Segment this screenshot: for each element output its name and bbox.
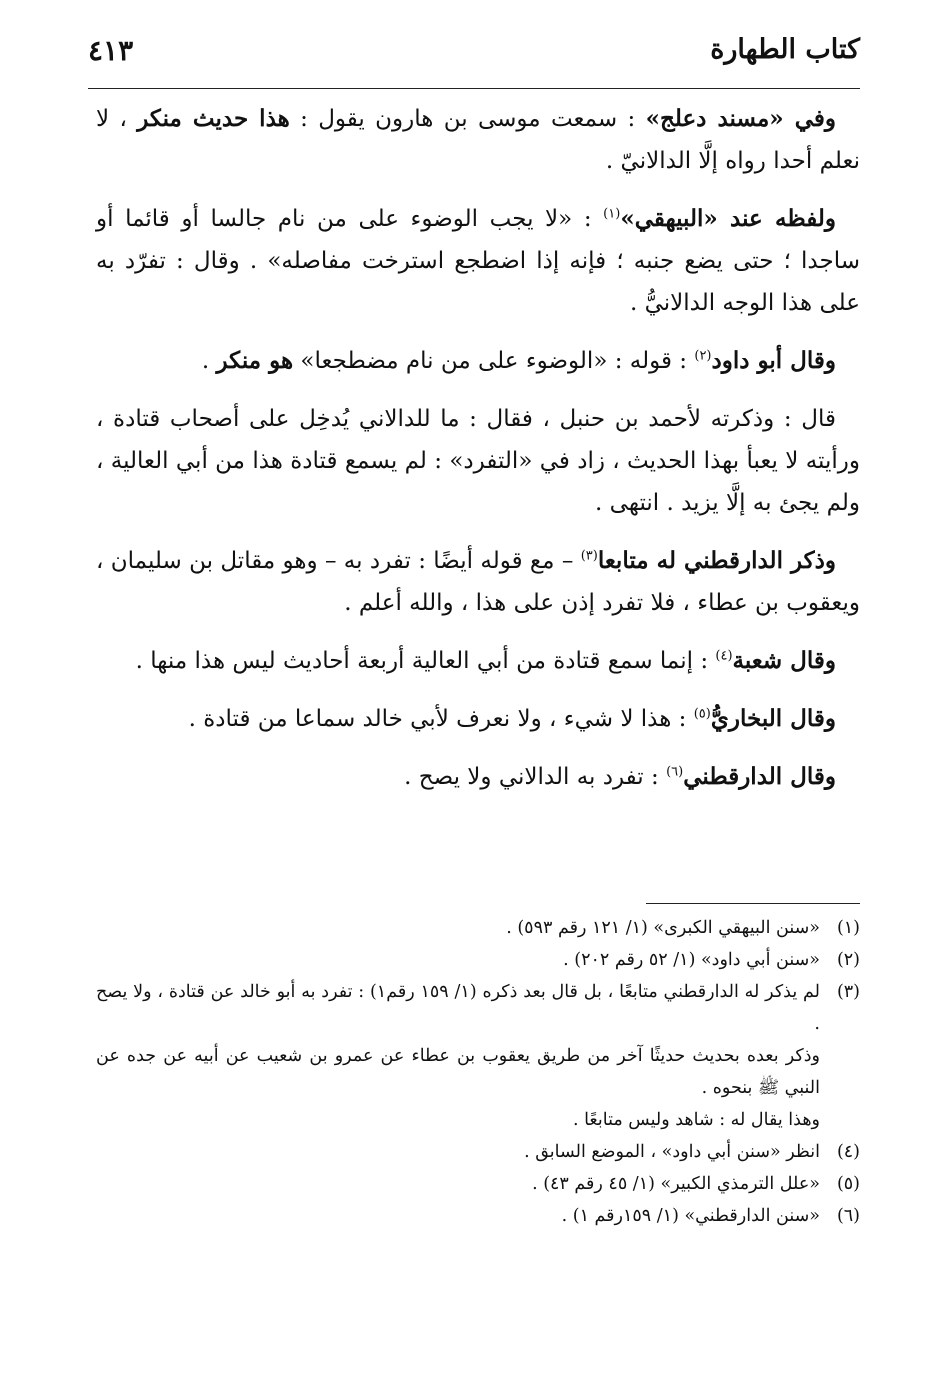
paragraph-lead: وذكر الدارقطني له متابعا <box>597 547 836 574</box>
paragraph-text: . <box>201 348 217 374</box>
paragraph-text: ، لا نعلم أحدا رواه إلَّا الدالانيّ . <box>96 106 860 174</box>
footnote-3 <box>96 976 860 1040</box>
paragraph-5 <box>96 540 860 624</box>
footnote-5 <box>96 1168 860 1200</box>
footnote-marker[interactable]: (١) <box>603 206 621 222</box>
footnotes-section <box>96 912 860 1232</box>
footnote-marker[interactable]: (٣) <box>580 548 598 564</box>
paragraph-lead: وقال الدارقطني <box>683 763 836 790</box>
paragraph-text: : إنما سمع قتادة من أبي العالية أربعة أحاديث ليس هذا منها . <box>135 648 716 674</box>
footnote-text: لم يذكر له الدارقطني متابعًا ، بل قال بعد ذكره (١/ ١٥٩ رقم١) : تفرد به أبو خالد عن قتادة ، ولا يصح . <box>96 982 820 1034</box>
footnote-marker[interactable]: (٢) <box>694 348 712 364</box>
page-number: ٤١٣ <box>88 34 134 67</box>
paragraph-4 <box>96 398 860 524</box>
paragraph-2 <box>96 198 860 324</box>
chapter-title: كتاب الطهارة <box>710 34 860 65</box>
footnote-number: (٤) <box>836 1142 860 1162</box>
paragraph-lead: وقال أبو داود <box>711 347 836 374</box>
paragraph-lead: وقال البخاريُّ <box>710 705 836 732</box>
footnote-divider <box>646 903 860 904</box>
header-divider <box>88 88 860 89</box>
paragraph-lead: وفي «مسند دعلج» <box>645 105 836 132</box>
paragraph-text: : تفرد به الدالاني ولا يصح . <box>404 764 667 790</box>
paragraph-text: : قوله : «الوضوء على من نام مضطجعا» <box>293 348 695 374</box>
footnote-3-continuation <box>96 1104 860 1136</box>
footnote-text: انظر «سنن أبي داود» ، الموضع السابق . <box>524 1142 820 1162</box>
footnote-text: وذكر بعده بحديث حديثًا آخر من طريق يعقوب بن عطاء عن عمرو بن شعيب عن أبيه عن جده عن النبي ﷺ بنحوه . <box>96 1046 820 1098</box>
footnote-text: وهذا يقال له : شاهد وليس متابعًا . <box>572 1110 820 1130</box>
footnote-6 <box>96 1200 860 1232</box>
paragraph-lead: وقال شعبة <box>732 647 836 674</box>
footnote-text: «سنن البيهقي الكبرى» (١/ ١٢١ رقم ٥٩٣) . <box>506 918 820 938</box>
main-text <box>96 98 860 814</box>
paragraph-emphasis: هو منكر <box>216 347 294 374</box>
footnote-text: «سنن أبي داود» (١/ ٥٢ رقم ٢٠٢) . <box>563 950 820 970</box>
paragraph-emphasis: هذا حديث منكر <box>137 105 290 132</box>
paragraph-8 <box>96 756 860 798</box>
paragraph-7 <box>96 698 860 740</box>
paragraph-text: : سمعت موسى بن هارون يقول : <box>289 106 646 132</box>
paragraph-3 <box>96 340 860 382</box>
footnote-marker[interactable]: (٥) <box>693 706 711 722</box>
footnote-marker[interactable]: (٦) <box>666 764 684 780</box>
footnote-number: (١) <box>836 918 860 938</box>
footnote-text: «علل الترمذي الكبير» (١/ ٤٥ رقم ٤٣) . <box>532 1174 820 1194</box>
footnote-3-continuation <box>96 1040 860 1104</box>
footnote-4 <box>96 1136 860 1168</box>
footnote-marker[interactable]: (٤) <box>715 648 733 664</box>
footnote-number: (٣) <box>836 982 860 1002</box>
paragraph-text: قال : وذكرته لأحمد بن حنبل ، فقال : ما للدالاني يُدخِل على أصحاب قتادة ، ورأيته لا يعبأ بهذا الحديث ، زاد في «التفرد» : لم يسمع قتادة هذا من أبي العالية ، ولم يجئ به إلَّا يزيد . انتهى . <box>96 406 860 516</box>
running-header <box>88 26 860 82</box>
footnote-1 <box>96 912 860 944</box>
footnote-number: (٢) <box>836 950 860 970</box>
footnote-text: «سنن الدارقطني» (١/ ١٥٩رقم ١) . <box>561 1206 820 1226</box>
footnote-number: (٥) <box>836 1174 860 1194</box>
footnote-number: (٦) <box>836 1206 860 1226</box>
footnote-2 <box>96 944 860 976</box>
paragraph-text: : «لا يجب الوضوء على من نام جالسا أو قائما أو ساجدا ؛ حتى يضع جنبه ؛ فإنه إذا اضطجع استرخت مفاصله» . وقال : تفرّد به على هذا الوجه الدالانيُّ . <box>96 206 860 316</box>
paragraph-6 <box>96 640 860 682</box>
paragraph-lead: ولفظه عند «البيهقي» <box>620 205 836 232</box>
paragraph-text: – مع قوله أيضًا : تفرد به – وهو مقاتل بن سليمان ، ويعقوب بن عطاء ، فلا تفرد إذن على هذا ، والله أعلم . <box>96 548 860 616</box>
paragraph-text: : هذا لا شيء ، ولا نعرف لأبي خالد سماعا من قتادة . <box>188 706 694 732</box>
paragraph-1 <box>96 98 860 182</box>
